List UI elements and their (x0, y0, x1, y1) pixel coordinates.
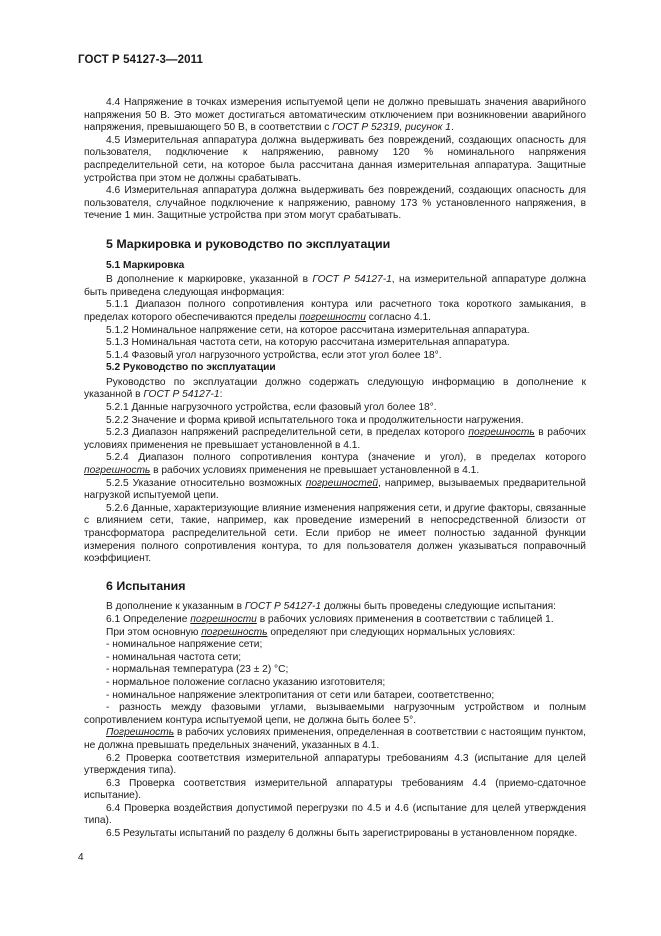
paragraph-4-6: 4.6 Измерительная аппаратура должна выдерживать без повреждений, создающих опасность для пользователя, случайное подключение к напряжению, равному 173 % установленного напряжения, в течение 1 мин. Защитные устройства при этом могут срабатывать. (84, 185, 586, 222)
page-number: 4 (78, 852, 84, 863)
paragraph-5-1-intro: В дополнение к маркировке, указанной в ГОСТ Р 54127-1, на измерительной аппаратуре должна быть приведена следующая информация: (84, 274, 587, 298)
document-body (84, 97, 586, 841)
list-item: - номинальное напряжение сети; (106, 639, 263, 651)
paragraph-6-4: 6.4 Проверка воздействия допустимой перегрузки по 4.5 и 4.6 (испытание для целей утверждения типа). (84, 802, 586, 827)
paragraph-6-1-limit: Погрешность в рабочих условиях применения, определенная в соответствии с настоящим пунктом, не должна превышать предельных значений, указанных в 4.1. (84, 727, 586, 751)
section-5-heading: 5 Маркировка и руководство по эксплуатации (106, 236, 391, 251)
paragraph-5-2-1: 5.2.1 Данные нагрузочного устройства, если фазовый угол более 18°. (106, 402, 437, 414)
paragraph-5-1-3: 5.1.3 Номинальная частота сети, на которую рассчитана измерительная аппаратура. (106, 337, 510, 349)
paragraph-5-2-4: 5.2.4 Диапазон полного сопротивления контура (значение и угол), в пределах которого погрешность в рабочих условиях применения не превышает установленной в 4.1. (84, 452, 586, 477)
paragraph-6-2: 6.2 Проверка соответствия измерительной аппаратуры требованиям 4.3 (испытание для целей утверждения типа). (84, 752, 586, 777)
list-item: - номинальная частота сети; (106, 651, 242, 663)
section-6-heading: 6 Испытания (106, 578, 186, 593)
paragraph-6-3: 6.3 Проверка соответствия измерительной аппаратуры требованиям 4.4 (приемо-сдаточное испытание). (84, 777, 586, 802)
paragraph-4-5: 4.5 Измерительная аппаратура должна выдерживать без повреждений, создающих опасность для пользователя, подключение к напряжению, равному 120 % номинального напряжения распределительной сети, на которое была рассчитана данная измерительная аппаратура. Защитные устройства при этом не должны срабатывать. (84, 134, 586, 184)
paragraph-5-2-5: 5.2.5 Указание относительно возможных погрешностей, например, вызываемых предварительной нагрузкой испытуемой цепи. (84, 477, 586, 502)
list-item: - номинальное напряжение электропитания от сети или батареи, соответственно; (106, 689, 495, 701)
paragraph-6-intro: В дополнение к указанным в ГОСТ Р 54127-1 должны быть проведены следующие испытания: (106, 601, 557, 613)
paragraph-6-5: 6.5 Результаты испытаний по разделу 6 должны быть зарегистрированы в установленном порядке. (106, 828, 578, 840)
paragraph-5-1-1: 5.1.1 Диапазон полного сопротивления контура или расчетного тока короткого замыкания, в пределах которого обеспечиваются пределы погрешности согласно 4.1. (84, 299, 586, 323)
paragraph-5-2-intro: Руководство по эксплуатации должно содержать следующую информацию в дополнение к указанной в ГОСТ Р 54127-1: (84, 376, 586, 401)
list-item: - разность между фазовыми углами, вызываемыми нагрузочным устройством и полным сопротивлением контура испытуемой цепи, не должна быть более 5°. (84, 702, 586, 726)
paragraph-5-2-2: 5.2.2 Значение и форма кривой испытательного тока и продолжительности нагружения. (106, 414, 524, 426)
paragraph-5-1-4: 5.1.4 Фазовый угол нагрузочного устройства, если этот угол более 18°. (106, 349, 442, 361)
paragraph-6-1: 6.1 Определение погрешности в рабочих условиях применения в соответствии с таблицей 1. (106, 613, 554, 625)
subsection-5-2-heading: 5.2 Руководство по эксплуатации (106, 362, 276, 374)
paragraph-4-4: 4.4 Напряжение в точках измерения испытуемой цепи не должно превышать значения аварийного напряжения 50 В. Это может достигаться автоматическим отключением при возникновении аварийного напряжения, превышающего 50 В, в соответствии с ГОСТ Р 52319, рисунок 1. (84, 97, 586, 134)
list-item: - нормальное положение согласно указанию изготовителя; (106, 676, 386, 688)
paragraph-5-2-6: 5.2.6 Данные, характеризующие влияние изменения напряжения сети, и другие факторы, связанные с влиянием сети, такие, например, как проведение измерений в непосредственной близости от трансформатора распределительной сети. Если прибор не имеет полностью заданной функции измерения полного сопротивления контура, то для пользователя должен указываться поправочный коэффициент. (84, 502, 586, 565)
subsection-5-1-heading: 5.1 Маркировка (106, 259, 185, 271)
document-header: ГОСТ Р 54127-3—2011 (78, 54, 203, 66)
list-item: - нормальная температура (23 ± 2) °С; (106, 664, 289, 676)
paragraph-5-2-3: 5.2.3 Диапазон напряжений распределительной сети, в пределах которого погрешность в рабочих условиях применения не превышает установленной в 4.1. (84, 427, 586, 451)
paragraph-6-1-conditions-intro: При этом основную погрешность определяют при следующих нормальных условиях: (106, 626, 516, 638)
paragraph-5-1-2: 5.1.2 Номинальное напряжение сети, на которое рассчитана измерительная аппаратура. (106, 324, 530, 336)
